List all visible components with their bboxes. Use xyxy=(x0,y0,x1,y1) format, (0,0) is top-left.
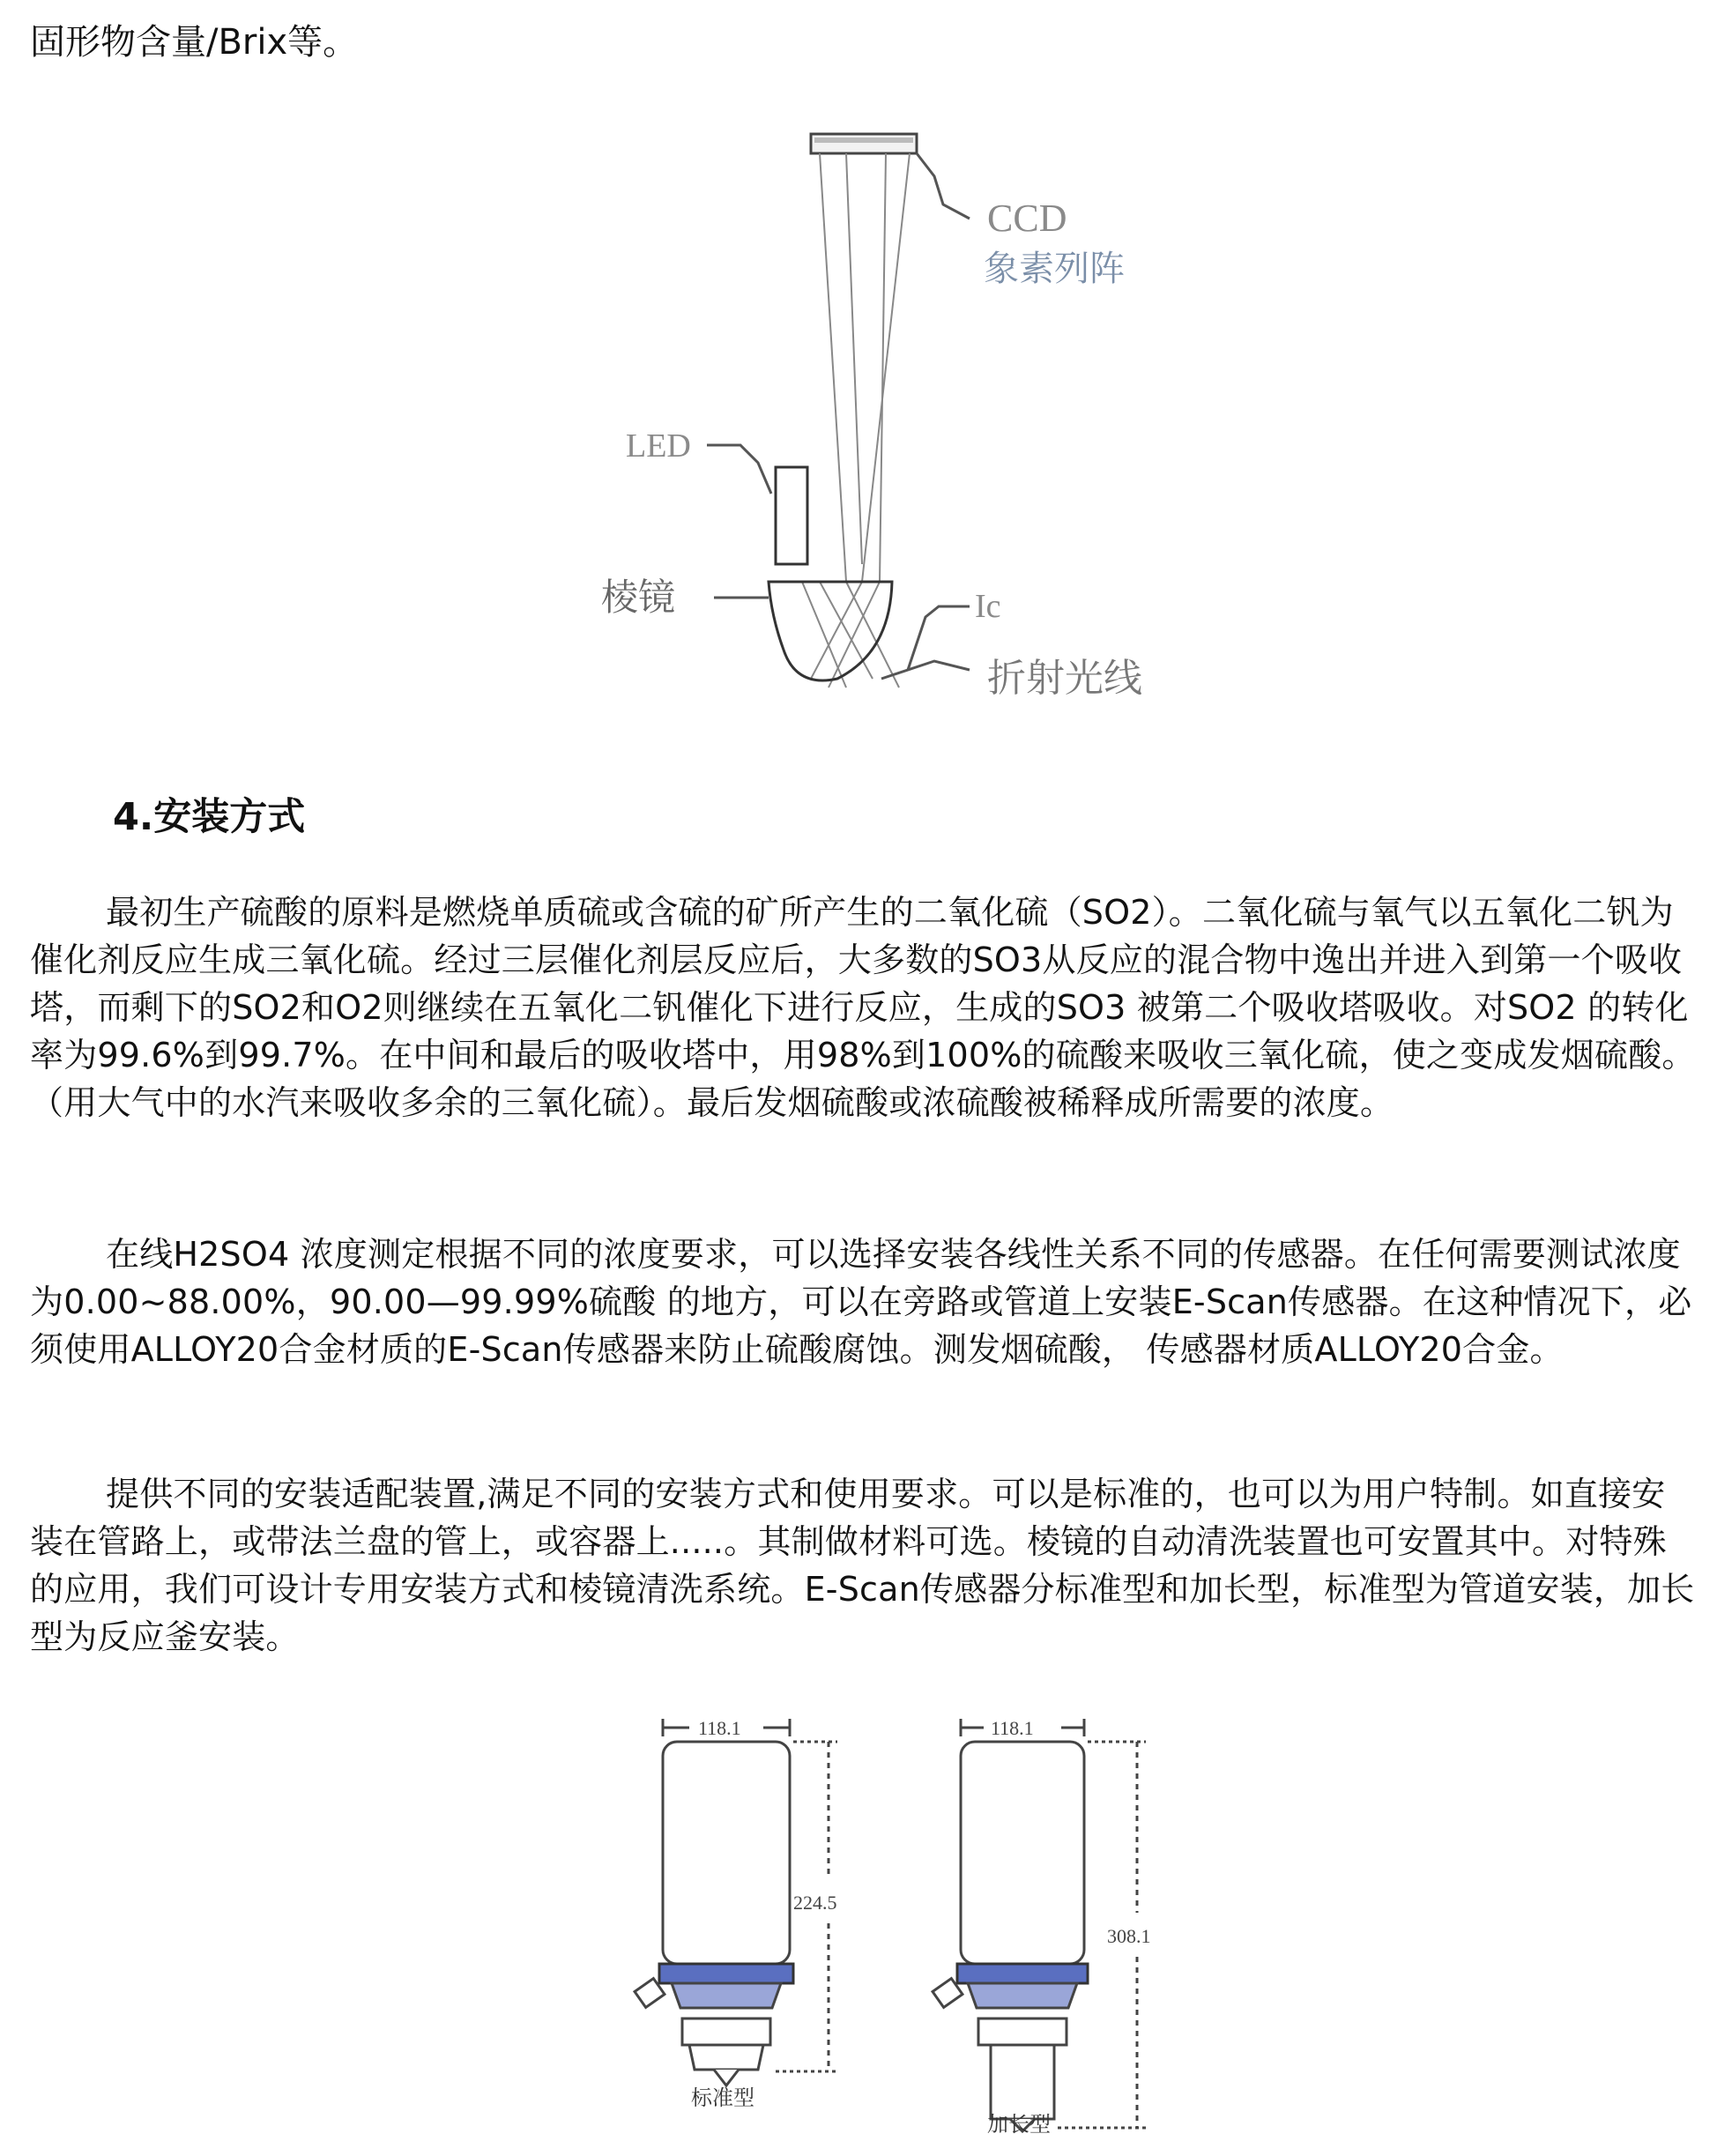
optics-diagram xyxy=(582,123,1216,740)
led-label: LED xyxy=(626,427,691,465)
prism-label: 棱镜 xyxy=(601,578,676,619)
ic-leader xyxy=(908,606,970,670)
long-width-label: 118.1 xyxy=(991,1717,1034,1739)
led-leader xyxy=(707,445,771,494)
section-heading: 4.安装方式 xyxy=(113,795,306,839)
std-width-label: 118.1 xyxy=(698,1717,741,1739)
ccd-array-inner xyxy=(814,138,913,143)
light-rays xyxy=(802,153,910,688)
ic-label: Ic xyxy=(975,588,1001,625)
sensor-dimension-drawing xyxy=(617,1692,1216,2142)
led-source xyxy=(776,467,807,564)
ccd-leader xyxy=(917,153,970,219)
ccd-sublabel: 象素列阵 xyxy=(984,249,1125,288)
std-height-label: 224.5 xyxy=(793,1892,837,1914)
ccd-array xyxy=(811,134,917,153)
refracted-label: 折射光线 xyxy=(987,657,1142,700)
long-height-label: 308.1 xyxy=(1107,1925,1151,1947)
paragraph-2: 在线H2SO4 浓度测定根据不同的浓度要求，可以选择安装各线性关系不同的传感器。在任何需要测试浓度为0.00~88.00%，90.00—99.99%硫酸 的地方，可以在旁路或管道上安装E-Scan传感器。在这种情况下，必须使用ALLOY20合金材质的E-Scan传感器来防止硫酸腐蚀。测发烟硫酸， 传感器材质ALLOY20合金。 xyxy=(30,1235,1692,1369)
intro-text: 固形物含量/Brix等。 xyxy=(30,22,359,63)
std-caption: 标准型 xyxy=(691,2087,754,2110)
refracted-leader xyxy=(881,661,970,679)
ccd-label: CCD xyxy=(987,197,1067,240)
paragraph-1: 最初生产硫酸的原料是燃烧单质硫或含硫的矿所产生的二氧化硫（SO2）。二氧化硫与氧气以五氧化二钒为催化剂反应生成三氧化硫。经过三层催化剂层反应后，大多数的SO3从反应的混合物中逸出并进入到第一个吸收塔，而剩下的SO2和O2则继续在五氧化二钒催化下进行反应，生成的SO3 被第二个吸收塔吸收。对SO2 的转化率为99.6%到99.7%。在中间和最后的吸收塔中，用98%到100%的硫酸来吸收三氧化硫，使之变成发烟硫酸。（用大气中的水汽来吸收多余的三氧化硫）。最后发烟硫酸或浓硫酸被稀释成所需要的浓度。 xyxy=(30,893,1696,1122)
prism xyxy=(769,582,892,680)
long-caption: 加长型 xyxy=(987,2114,1051,2137)
paragraph-3: 提供不同的安装适配装置,满足不同的安装方式和使用要求。可以是标准的，也可以为用户特制。如直接安装在管路上，或带法兰盘的管上，或容器上.....。其制做材料可选。棱镜的自动清洗装置也可安置其中。对特殊的应用，我们可设计专用安装方式和棱镜清洗系统。E-Scan传感器分标准型和加长型，标准型为管道安装，加长型为反应釜安装。 xyxy=(30,1475,1695,1656)
